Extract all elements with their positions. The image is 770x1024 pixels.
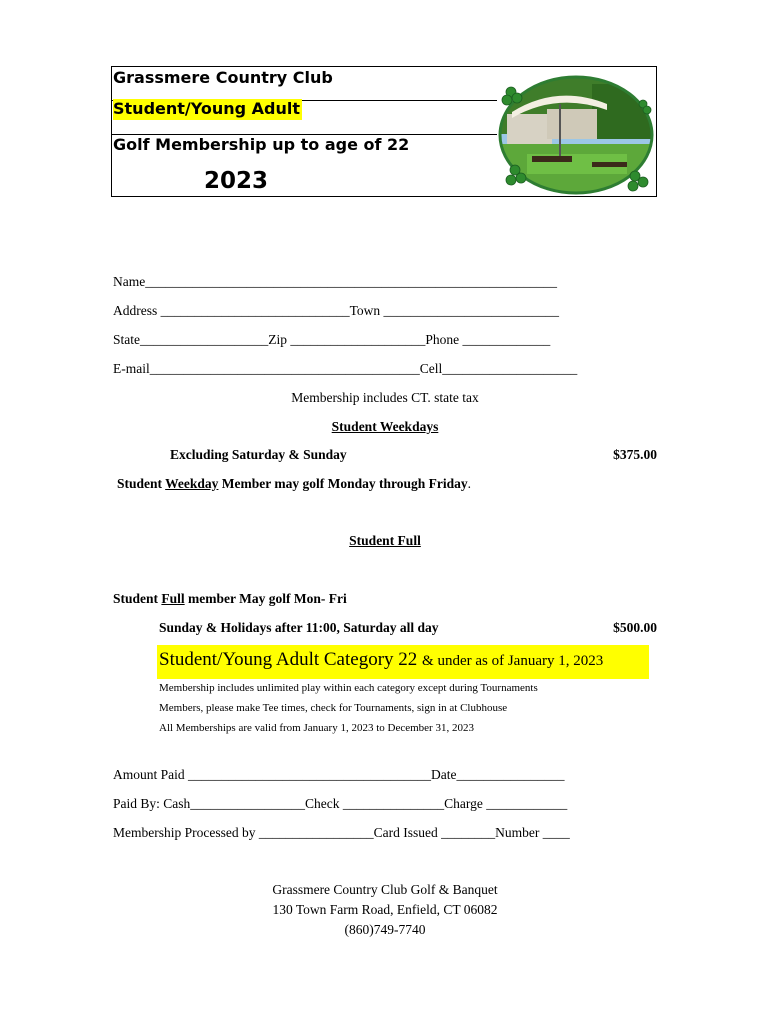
banner-large-text: Student/Young Adult Category 22 <box>159 649 423 670</box>
category-title: Student/Young Adult <box>113 99 301 118</box>
membership-year: 2023 <box>204 168 269 194</box>
note-unlimited-play: Membership includes unlimited play within each category except during Tournaments <box>159 682 538 694</box>
student-full-heading: Student Full <box>349 533 421 548</box>
full-prefix: Student <box>113 591 162 606</box>
full-price: $500.00 <box>613 620 657 635</box>
footer-phone: (860)749-7740 <box>344 922 426 937</box>
note-suffix: Member may golf Monday through Friday <box>218 476 468 491</box>
paid-by-field[interactable]: Paid By: Cash_________________Check _______________Charge ____________ <box>113 796 568 811</box>
note-validity: All Memberships are valid from January 1, 2023 to December 31, 2023 <box>159 722 474 734</box>
amount-paid-field[interactable]: Amount Paid ____________________________________Date________________ <box>113 767 565 782</box>
student-weekdays-heading: Student Weekdays <box>331 419 439 434</box>
weekdays-price: $375.00 <box>613 447 657 462</box>
note-weekday: Weekday <box>165 476 219 491</box>
note-prefix: Student <box>117 476 166 491</box>
state-zip-phone-field[interactable]: State___________________Zip ____________________Phone _____________ <box>113 332 551 347</box>
email-cell-field[interactable]: E-mail________________________________________Cell____________________ <box>113 361 578 376</box>
footer-club-name: Grassmere Country Club Golf & Banquet <box>272 882 498 897</box>
processed-by-field[interactable]: Membership Processed by _________________Card Issued ________Number ____ <box>113 825 570 840</box>
full-suffix: member May golf Mon- Fri <box>184 591 347 606</box>
clubhouse-photo <box>497 74 655 196</box>
full-underlined: Full <box>161 591 185 606</box>
note-tee-times: Members, please make Tee times, check for Tournaments, sign in at Clubhouse <box>159 702 508 714</box>
banner-small-text: & under as of January 1, 2023 <box>422 653 604 669</box>
name-field[interactable]: Name_____________________________________________________________ <box>113 274 557 289</box>
full-member-hours: Sunday & Holidays after 11:00, Saturday all day <box>159 620 439 635</box>
address-field[interactable]: Address ____________________________Town __________________________ <box>113 303 560 318</box>
membership-subtitle: Golf Membership up to age of 22 <box>113 135 410 154</box>
category-banner <box>157 645 649 679</box>
tax-note: Membership includes CT. state tax <box>291 390 479 405</box>
full-member-line <box>113 591 347 607</box>
weekday-member-note <box>117 476 471 492</box>
club-name: Grassmere Country Club <box>113 68 333 87</box>
note-period: . <box>467 476 472 491</box>
weekdays-description: Excluding Saturday & Sunday <box>170 447 347 462</box>
footer-address: 130 Town Farm Road, Enfield, CT 06082 <box>272 902 498 917</box>
